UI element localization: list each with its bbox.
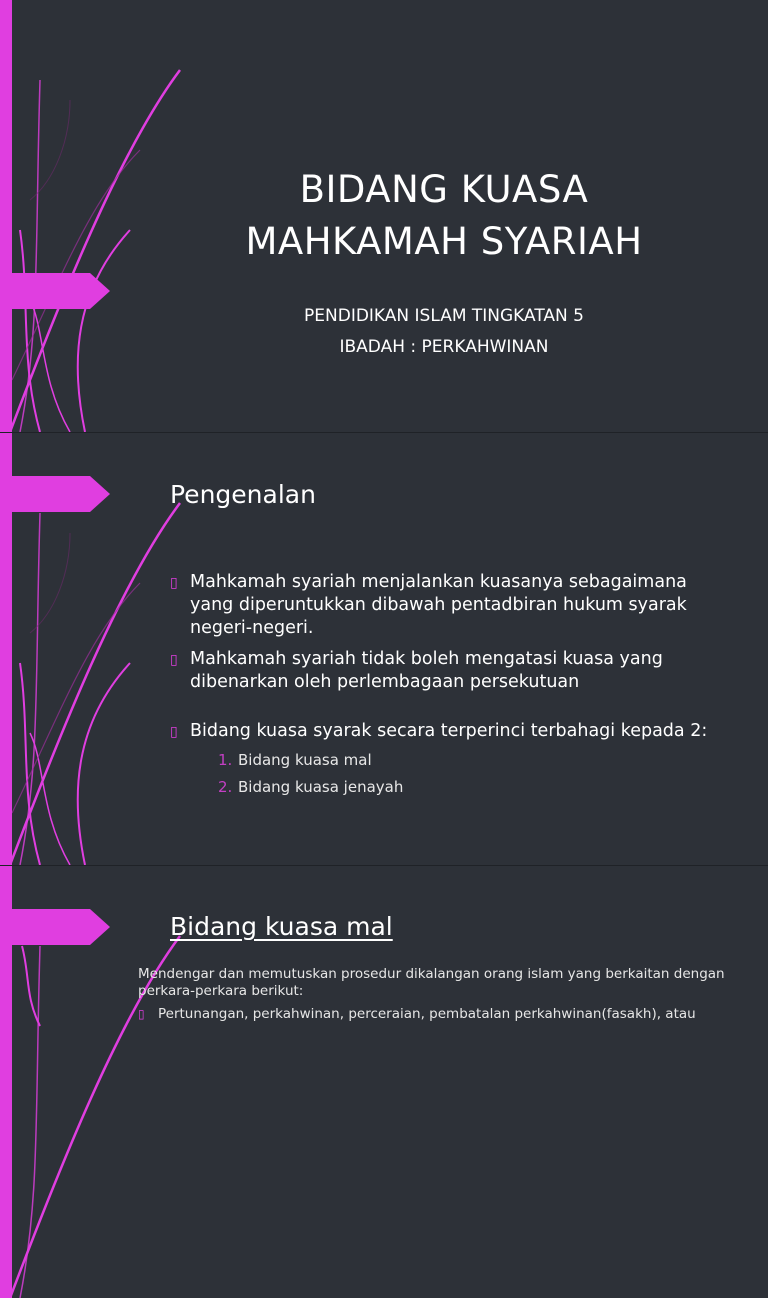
slide-subtitle-line1: PENDIDIKAN ISLAM TINGKATAN 5 <box>304 306 584 326</box>
bullet-marker-icon: ▯ <box>170 575 178 591</box>
section-heading: Pengenalan <box>170 480 316 509</box>
section-heading: Bidang kuasa mal <box>170 912 393 941</box>
item-number: 1. <box>218 751 233 769</box>
slide-bidang-kuasa-mal <box>0 866 768 1298</box>
slide-title-line2: MAHKAMAH SYARIAH <box>245 220 643 263</box>
bullet-text: Bidang kuasa syarak secara terperinci terbahagi kepada 2: <box>190 721 708 741</box>
bullet-marker-icon: ▯ <box>170 724 178 740</box>
item-text: Bidang kuasa mal <box>238 751 372 769</box>
slide-tab-marker <box>0 909 110 945</box>
slide-pengenalan <box>0 433 768 865</box>
bullet-marker-icon: ▯ <box>170 652 178 668</box>
slide-tab-marker <box>0 476 110 512</box>
item-number: 2. <box>218 778 233 796</box>
intro-paragraph: Mendengar dan memutuskan prosedur dikalangan orang islam yang berkaitan dengan perkara-perkara berikut: <box>138 966 725 999</box>
bullet-text: Pertunangan, perkahwinan, perceraian, pembatalan perkahwinan(fasakh), atau <box>158 1006 696 1022</box>
slide-tab-marker <box>0 273 110 309</box>
slide-title-line1: BIDANG KUASA <box>299 168 589 211</box>
bullet-item <box>138 1006 758 1023</box>
bullet-text: Mahkamah syariah tidak boleh mengatasi kuasa yang dibenarkan oleh perlembagaan persekutuan <box>190 649 663 692</box>
bullet-item <box>170 571 730 640</box>
item-text: Bidang kuasa jenayah <box>238 778 404 796</box>
bullet-item <box>170 720 730 801</box>
numbered-item <box>218 774 730 801</box>
numbered-list <box>218 747 730 801</box>
slide-subtitle-line2: IBADAH : PERKAHWINAN <box>339 337 549 357</box>
bullet-marker-icon: ▯ <box>138 1007 145 1021</box>
slide-title <box>0 0 768 432</box>
bullet-item <box>170 648 730 694</box>
decorative-curves <box>0 0 768 432</box>
bullet-text: Mahkamah syariah menjalankan kuasanya sebagaimana yang diperuntukkan dibawah pentadbiran hukum syarak negeri-negeri. <box>190 572 687 638</box>
numbered-item <box>218 747 730 774</box>
left-accent-bar <box>0 0 12 432</box>
bullet-list <box>170 571 730 809</box>
